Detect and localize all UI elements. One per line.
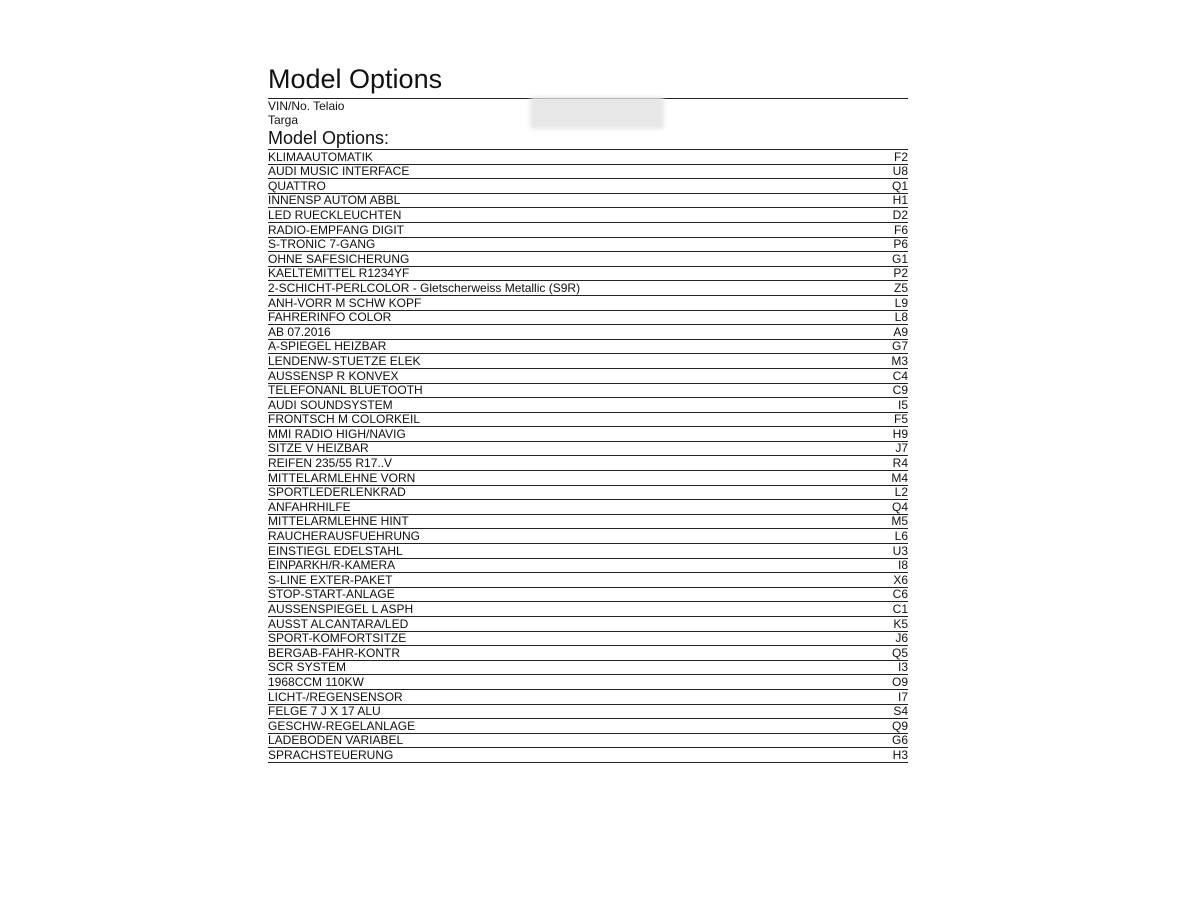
option-code: D2 [892,208,908,222]
option-label: OHNE SAFESICHERUNG [268,252,410,266]
option-row [268,515,908,530]
option-row [268,573,908,588]
option-row [268,179,908,194]
section-title: Model Options: [268,128,390,148]
option-code: P6 [893,237,908,252]
options-list [268,149,908,763]
option-row [268,456,908,471]
option-code: J6 [895,631,908,646]
option-label: FELGE 7 J X 17 ALU [268,704,381,719]
option-code: G6 [891,733,908,748]
option-row [268,719,908,734]
option-row [268,354,908,369]
option-label: AB 07.2016 [268,325,331,339]
option-code: M4 [891,471,908,485]
option-label: SPRACHSTEUERUNG [268,748,394,762]
option-code: C4 [892,368,908,383]
option-label: SPORTLEDERLENKRAD [268,485,406,500]
option-code: C9 [892,383,908,398]
option-code: U3 [892,544,908,558]
option-code: F6 [893,222,908,237]
option-label: LENDENW-STUETZE ELEK [268,354,421,368]
option-code: C6 [892,587,908,602]
option-row [268,471,908,486]
option-row [268,267,908,282]
option-label: RADIO-EMPFANG DIGIT [268,222,405,237]
option-label: GESCHW-REGELANLAGE [268,719,416,733]
option-label: AUSSENSP R KONVEX [268,368,399,383]
option-row [268,705,908,720]
option-row [268,442,908,457]
option-row [268,661,908,676]
option-row [268,617,908,632]
option-code: Q4 [891,500,908,514]
option-row [268,500,908,515]
option-code: I3 [897,660,908,675]
option-code: S4 [893,704,908,719]
option-row [268,529,908,544]
option-row [268,296,908,311]
option-code: Z5 [893,281,908,295]
option-code: Q1 [891,179,908,193]
targa-label: Targa [268,113,299,127]
option-code: U8 [892,164,908,179]
option-label: 2-SCHICHT-PERLCOLOR - Gletscherweiss Metallic (S9R) [268,281,581,295]
option-code: M3 [891,354,908,368]
option-code: K5 [893,617,908,631]
option-row [268,252,908,267]
option-code: J7 [895,441,908,456]
option-code: L2 [894,485,908,500]
option-label: FAHRERINFO COLOR [268,310,392,325]
option-label: AUSST ALCANTARA/LED [268,617,409,631]
option-code: H3 [892,748,908,762]
option-label: MITTELARMLEHNE HINT [268,514,409,529]
option-label: QUATTRO [268,179,326,193]
option-label: AUDI SOUNDSYSTEM [268,398,393,412]
option-code: F2 [893,150,908,164]
option-code: F5 [893,412,908,427]
option-row [268,150,908,165]
option-label: SCR SYSTEM [268,660,347,675]
option-code: M5 [891,514,908,529]
option-row [268,194,908,209]
option-label: S-LINE EXTER-PAKET [268,573,393,587]
option-row [268,559,908,574]
option-row [268,340,908,355]
option-code: G1 [891,252,908,266]
option-label: LADEBODEN VARIABEL [268,733,404,748]
option-label: A-SPIEGEL HEIZBAR [268,339,387,354]
option-row [268,369,908,384]
option-label: ANH-VORR M SCHW KOPF [268,295,422,310]
option-row [268,165,908,180]
option-label: FRONTSCH M COLORKEIL [268,412,421,427]
option-label: SITZE V HEIZBAR [268,441,369,456]
option-label: BERGAB-FAHR-KONTR [268,646,401,660]
option-code: O9 [891,675,908,689]
option-code: I5 [897,398,908,412]
option-label: AUDI MUSIC INTERFACE [268,164,410,179]
option-code: H9 [892,427,908,441]
option-row [268,413,908,428]
option-row [268,398,908,413]
option-row [268,675,908,690]
option-label: EINPARKH/R-KAMERA [268,558,396,573]
page-title: Model Options [268,60,908,99]
option-code: P2 [893,266,908,281]
option-label: KAELTEMITTEL R1234YF [268,266,410,281]
option-label: LICHT-/REGENSENSOR [268,689,403,704]
option-label: MMI RADIO HIGH/NAVIG [268,427,406,441]
vin-label: VIN/No. Telaio [268,99,345,113]
option-row [268,748,908,763]
option-row [268,632,908,647]
option-label: MITTELARMLEHNE VORN [268,471,416,485]
option-row [268,384,908,399]
option-label: LED RUECKLEUCHTEN [268,208,402,222]
option-code: Q9 [891,719,908,733]
option-label: RAUCHERAUSFUEHRUNG [268,529,421,544]
option-code: X6 [893,573,908,587]
option-code: C1 [892,602,908,616]
option-label: INNENSP AUTOM ABBL [268,193,401,208]
option-row [268,690,908,705]
option-label: EINSTIEGL EDELSTAHL [268,544,403,558]
option-code: L9 [894,295,908,310]
option-label: 1968CCM 110KW [268,675,364,689]
option-label: TELEFONANL BLUETOOTH [268,383,423,398]
option-row [268,588,908,603]
option-code: Q5 [891,646,908,660]
option-label: AUSSENSPIEGEL L ASPH [268,602,414,616]
option-code: R4 [892,456,908,471]
option-row [268,602,908,617]
option-label: S-TRONIC 7-GANG [268,237,376,252]
option-label: REIFEN 235/55 R17..V [268,456,393,471]
option-code: L6 [894,529,908,544]
redacted-vin-block [530,97,664,129]
option-label: STOP-START-ANLAGE [268,587,395,602]
option-row [268,544,908,559]
vehicle-info [268,99,908,127]
option-code: L8 [894,310,908,325]
option-code: I8 [897,558,908,573]
option-row [268,427,908,442]
option-row [268,646,908,661]
option-row [268,281,908,296]
document [268,60,908,763]
option-row [268,238,908,253]
option-code: I7 [897,689,908,704]
option-label: KLIMAAUTOMATIK [268,150,373,164]
option-code: G7 [891,339,908,354]
option-code: H1 [892,193,908,208]
option-label: SPORT-KOMFORTSITZE [268,631,407,646]
option-code: A9 [893,325,908,339]
option-label: ANFAHRHILFE [268,500,351,514]
option-row [268,486,908,501]
option-row [268,223,908,238]
option-row [268,734,908,749]
option-row [268,325,908,340]
option-row [268,311,908,326]
option-row [268,208,908,223]
